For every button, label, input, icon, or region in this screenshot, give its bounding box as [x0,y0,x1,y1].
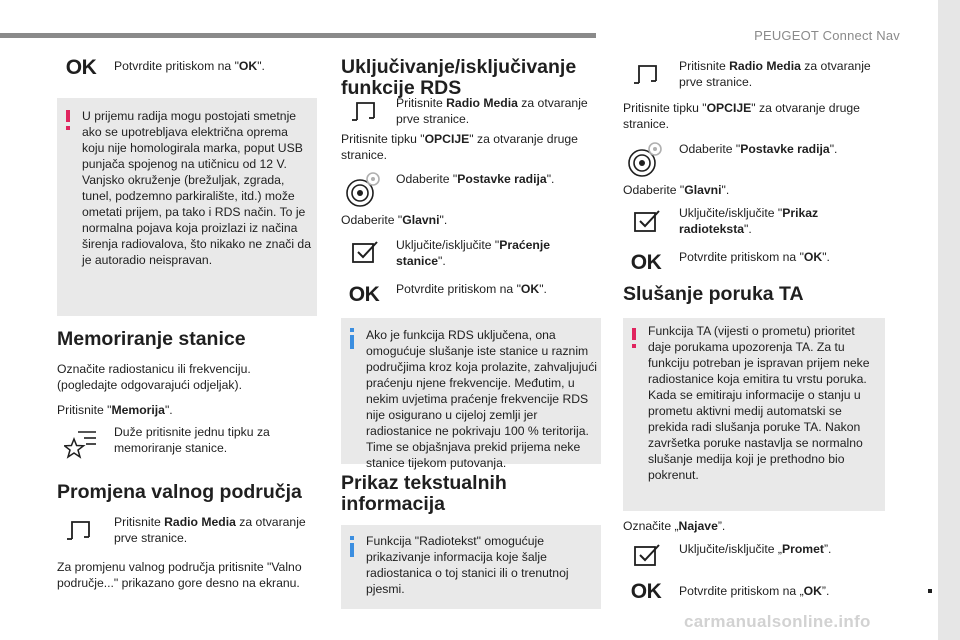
star-icon [64,425,100,461]
checkbox-icon [349,238,381,266]
rds-step-pracenje: Uključite/isključite "Praćenje stanice". [396,238,551,268]
exclamation-dot [632,344,636,348]
radio-settings-icon [343,170,383,210]
exclamation-icon [632,328,636,340]
ta-step-postavke: Odaberite "Postavke radija". [679,142,838,156]
rds-step-postavke: Odaberite "Postavke radija". [396,172,555,186]
ta-step-promet: Uključite/isključite „Promet”. [679,542,832,556]
info-bar [350,543,354,557]
ta-step-ok-final: Potvrdite pritiskom na „OK”. [679,584,830,598]
rds-para-opcije: Pritisnite tipku "OPCIJE" za otvaranje druge stranice. [341,132,578,162]
info-box-rds [341,318,601,470]
ta-step-radio-media: Pritisnite Radio Media za otvaranje prve stranice. [679,59,871,89]
section-title-rds: Uključivanje/isključivanje funkcije RDS [341,56,577,99]
ok-icon: OK [630,251,662,274]
info-text-radiotekst: Funkcija "Radiotekst" omogućuje prikazivanje informacija koje šalje radiostanica o toj stanici ili o trenutnoj pjesmi. [366,534,569,596]
page-number: 21 [918,608,933,623]
exclamation-dot [66,126,70,130]
info-icon [350,328,354,332]
ta-step-radiotekst: Uključite/isključite "Prikaz radioteksta". [679,206,819,236]
ok-step-text: Potvrdite pritiskom na "OK". [114,59,265,73]
info-box-radiotekst [341,525,601,609]
ta-step-ok: Potvrdite pritiskom na "OK". [679,250,830,264]
ok-icon: OK [348,283,380,306]
ta-para-opcije: Pritisnite tipku "OPCIJE" za otvaranje druge stranice. [623,101,860,131]
music-note-icon [631,59,663,91]
memoriranje-step-text: Duže pritisnite jednu tipku za memoriranje stanice. [114,425,270,455]
ok-icon: OK [630,580,662,603]
page-header: PEUGEOT Connect Nav [754,28,900,43]
warning-box-ta [623,318,885,511]
exclamation-icon [66,110,70,122]
section-title-radiotekst: Prikaz tekstualnih informacija [341,472,507,515]
ta-para-najave: Označite „Najave”. [623,519,726,533]
info-text-rds: Ako je funkcija RDS uključena, ona omogućuje slušanje iste stanice u raznim područjima kroz koja prolazite, zahvaljujući praćenju njene frekvencije. Međutim, u nekim uvjetima praćenje frekvencije RDS nije osigurano u cijeloj zemlji jer radiostanice ne pokrivaju 100 % teritorija. Time se objašnjava prekid prijema neke stanice tijekom putovanja. [366,328,597,470]
memoriranje-para: Označite radiostanicu ili frekvenciju. (pogledajte odgovarajući odjeljak). [57,362,251,392]
memoriranje-press: Pritisnite "Memorija". [57,403,173,417]
section-title-ta: Slušanje poruka TA [623,283,804,305]
warning-text: U prijemu radija mogu postojati smetnje ako se upotrebljava električna oprema koju nije homologirala marka, poput USB punjača spojenog na utičnicu od 12 V. Vanjsko okruženje (brežuljak, zgrada, tunel, podzemno parkiralište, itd.) može ometati prijem, pa tako i RDS način. To je normalna pojava koja proizlazi iz načina širenja radiovalova, što nikako ne znači da je autoradio neispravan. [82,109,311,267]
music-note-icon [349,96,381,128]
valno-podrucje-para: Za promjenu valnog područja pritisnite "Valno područje..." prikazano gore desno na ekranu. [57,560,302,590]
rds-step-ok: Potvrdite pritiskom na "OK". [396,282,547,296]
ok-icon: OK [65,56,97,79]
section-title-memoriranje: Memoriranje stanice [57,328,246,350]
rds-step-radio-media: Pritisnite Radio Media za otvaranje prve stranice. [396,96,588,126]
rds-para-glavni: Odaberite "Glavni". [341,213,448,227]
right-margin-band [938,0,960,640]
checkbox-icon [631,207,663,235]
watermark: carmanualsonline.info [684,612,871,631]
warning-text-ta: Funkcija TA (vijesti o prometu) prioritet daje porukama upozorenja TA. Za tu funkciju potreban je ispravan prijem neke radiostanice koja emitira tu vrstu poruka. Kada se emitiraju informacije o stanju u prometu aktivni medij automatski se prekida radi slušanja poruke TA. Nakon završetka poruke nastavlja se normalno slušanje medija koji je prethodno bio pokrenut. [648,324,870,482]
section-title-valno-podrucje: Promjena valnog područja [57,481,302,503]
warning-box [57,98,317,316]
radio-media-step-text: Pritisnite Radio Media za otvaranje prve stranice. [114,515,306,545]
music-note-icon [64,515,96,547]
info-icon [350,536,354,540]
info-bar [350,335,354,349]
radio-settings-icon [625,140,665,180]
ta-para-glavni: Odaberite "Glavni". [623,183,730,197]
top-rule [0,33,596,38]
checkbox-icon [631,541,663,569]
page-marker [928,589,932,593]
